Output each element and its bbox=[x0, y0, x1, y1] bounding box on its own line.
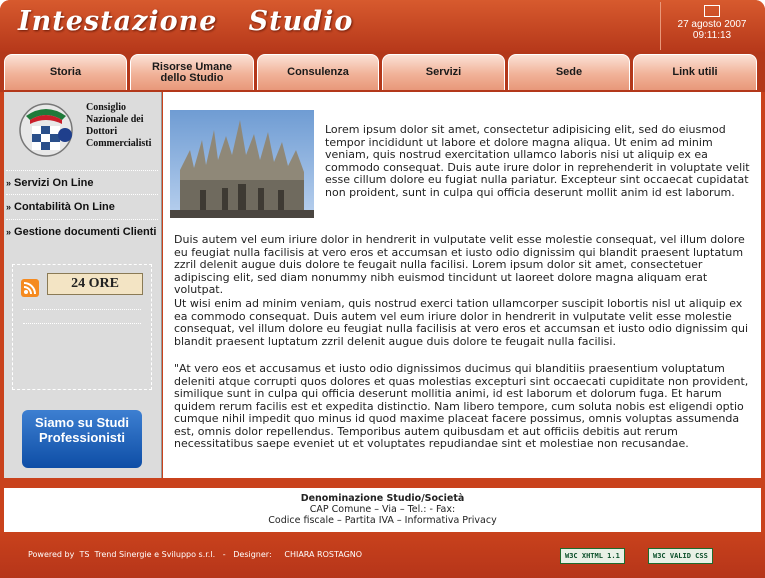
footer-band bbox=[0, 478, 765, 488]
duomo-photo bbox=[170, 110, 314, 218]
calendar-icon bbox=[704, 5, 720, 17]
sidebar bbox=[4, 92, 162, 478]
feeds-box bbox=[12, 264, 152, 390]
nav-tab-risorse-umane[interactable]: Risorse Umane dello Studio bbox=[130, 54, 254, 90]
header bbox=[0, 0, 765, 52]
nav-tab-storia[interactable]: Storia bbox=[4, 54, 127, 90]
footer bbox=[4, 488, 761, 532]
paragraph-2: Duis autem vel eum iriure dolor in hendrerit in vulputate velit esse molestie consequat, vel illum dolore eu feugiat nulla facilisis at vero eros et accumsan et iusto odio dignissim qui blandit praesent luptatum zzril delenit augue duis dolore te feugait nulla facilisi. Lorem ipsum dolor sit amet, consectetuer adipiscing elit, sed diam nonummy nibh euismod tincidunt ut laoreet dolore magna aliquam erat volutpat. bbox=[174, 233, 745, 296]
w3c-css-badge[interactable]: W3C VALID CSS bbox=[648, 548, 713, 564]
nav-tab-consulenza[interactable]: Consulenza bbox=[257, 54, 379, 90]
site-title: Intestazione Studio bbox=[18, 6, 354, 37]
consiglio-nazionale-logo bbox=[12, 98, 82, 158]
sidebar-item-contabilita-online[interactable] bbox=[6, 194, 158, 213]
chevron-right-icon: » bbox=[6, 227, 12, 237]
nav-tab-link-utili[interactable]: Link utili bbox=[633, 54, 757, 90]
logo-caption: Consiglio Nazionale dei Dottori Commercialisti bbox=[86, 102, 152, 149]
footer-address: CAP Comune – Via – Tel.: - Fax: bbox=[309, 504, 456, 515]
nav-tab-servizi[interactable]: Servizi bbox=[382, 54, 505, 90]
date-time-box bbox=[660, 2, 763, 50]
main-nav bbox=[0, 52, 765, 92]
current-time: 09:11:13 bbox=[692, 30, 732, 41]
paragraph-4: "At vero eos et accusamus et iusto odio dignissimos ducimus qui blanditiis praesentium voluptatum deleniti atque corrupti quos dolores et quas molestias excepturi sint occaecati cupiditate non provident, similique sunt in culpa qui officia deserunt mollitia animi, id est laborum et dolorum fuga. Et harum quidem rerum facilis est et expedita distinctio. Nam libero tempore, cum soluta nobis est eligendi optio cumque nihil impedit quo minus id quod maxime placeat facere possimus, omnis voluptas assumenda est, omnis dolor repellendus. Temporibus autem quibusdam et aut officiis debitis aut rerum necessitatibus saepe eveniet ut et voluptates repudiandae sint et molestiae non recusandae. bbox=[174, 362, 749, 450]
sidebar-item-label: Contabilità On Line bbox=[14, 201, 115, 213]
footer-legal: Codice fiscale – Partita IVA – Informativa Privacy bbox=[268, 515, 497, 526]
powered-by-text: Powered by TS Trend Sinergie e Sviluppo s.r.l. - Designer: CHIARA ROSTAGNO bbox=[28, 550, 363, 559]
paragraph-3: Ut wisi enim ad minim veniam, quis nostrud exerci tation ullamcorper suscipit lobortis nisl ut aliquip ex ea commodo consequat. Duis autem vel eum iriure dolor in hendrerit in vulputate velit esse molestie consequat, vel illum dolore eu feugiat nulla facilisis at vero eros et accumsan et iusto odio dignissim qui blandit praesent luptatum zzril delenit augue duis dolore te feugait nulla facilisi. bbox=[174, 297, 749, 348]
sidebar-item-servizi-online[interactable] bbox=[6, 170, 158, 189]
sidebar-item-label: Gestione documenti Clienti bbox=[14, 226, 157, 238]
bottom-bar bbox=[0, 532, 765, 578]
rss-icon[interactable] bbox=[21, 279, 39, 297]
sidebar-item-gestione-documenti[interactable] bbox=[6, 219, 158, 238]
sidebar-item-label: Servizi On Line bbox=[14, 177, 94, 189]
footer-studio-name: Denominazione Studio/Società bbox=[300, 493, 465, 504]
paragraph-1: Lorem ipsum dolor sit amet, consectetur adipisicing elit, sed do eiusmod tempor incididunt ut labore et dolore magna aliqua. Ut enim ad minim veniam, quis nostrud exercitation ullamco laboris nisi ut aliquip ex ea commodo consequat. Duis aute irure dolor in reprehenderit in voluptate velit esse cillum dolore eu fugiat nulla pariatur. Excepteur sint occaecat cupidatat non proident, sunt in culpa qui officia deserunt mollit anim id est laborum. bbox=[325, 123, 750, 199]
main-content bbox=[163, 92, 761, 478]
divider bbox=[23, 309, 141, 310]
sole-24-ore-link[interactable]: 24 ORE bbox=[47, 273, 143, 295]
nav-tab-sede[interactable]: Sede bbox=[508, 54, 630, 90]
w3c-xhtml-badge[interactable]: W3C XHTML 1.1 bbox=[560, 548, 625, 564]
current-date: 27 agosto 2007 bbox=[677, 19, 747, 30]
divider bbox=[23, 323, 141, 324]
chevron-right-icon: » bbox=[6, 178, 12, 188]
chevron-right-icon: » bbox=[6, 202, 12, 212]
studi-professionisti-button[interactable]: Siamo su Studi Professionisti bbox=[22, 410, 142, 468]
